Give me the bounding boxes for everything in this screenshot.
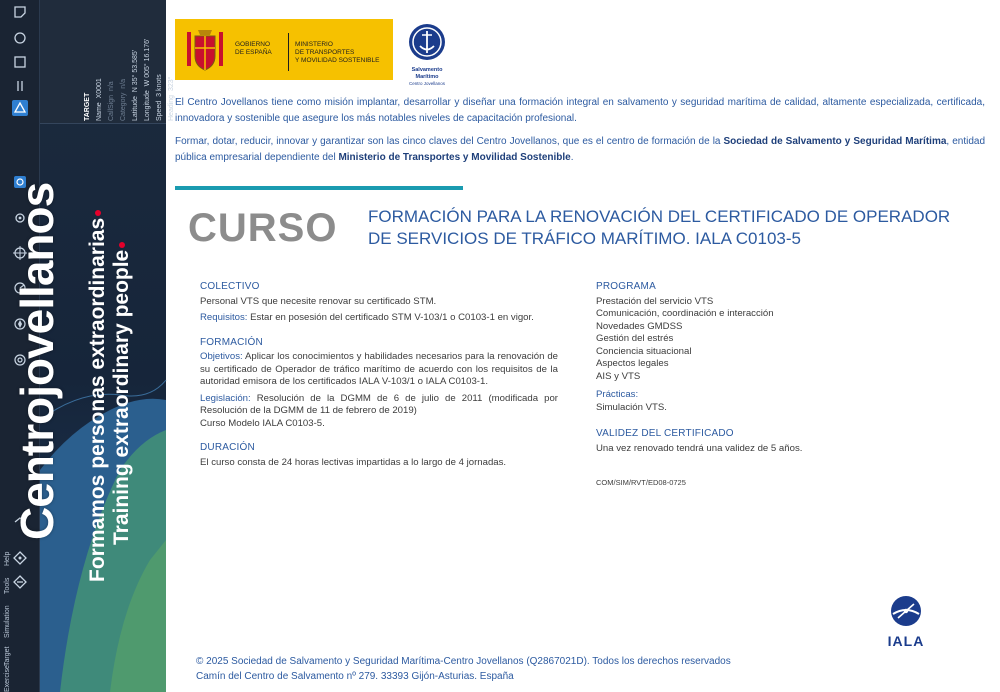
course-code: COM/SIM/RVT/ED08-0725	[596, 478, 686, 487]
salvamento-name: Salvamento Marítimo	[411, 67, 443, 80]
red-dot-icon	[95, 210, 101, 216]
info-row: Longitude W 005° 16.176'	[144, 38, 151, 121]
right-column	[596, 281, 856, 490]
list-item: Comunicación, coordinación e interacción	[596, 308, 774, 319]
brand-name: Centrojovellanos	[11, 182, 63, 540]
info-row: CallSign n/a	[108, 81, 115, 121]
ministry-name: Ministerio de Transportes y Movilidad Sostenible	[338, 152, 571, 163]
copyright-text: © 2025 Sociedad de Salvamento y Seguridad Marítima-Centro Jovellanos (Q2867021D). Todos los derechos reservados	[196, 656, 731, 667]
circle-tool-icon[interactable]	[12, 30, 28, 46]
menu-tabs	[0, 540, 22, 692]
salvamento-logo	[404, 22, 450, 86]
list-item: Gestión del estrés	[596, 333, 674, 344]
gov-text: GOBIERNO DE ESPAÑA	[235, 41, 272, 56]
side-banner	[0, 0, 175, 692]
colectivo-text: Personal VTS que necesite renovar su certificado STM.	[200, 295, 437, 307]
red-dot-icon	[119, 242, 125, 248]
info-row: Name X0001	[96, 78, 103, 121]
curso-label: CURSO	[188, 206, 338, 250]
tagline-en: Training extraordinary people	[110, 242, 134, 545]
list-item: Novedades GMDSS	[596, 320, 683, 332]
curso-modelo-text: Curso Modelo IALA C0103-5.	[200, 417, 325, 429]
legislacion-text: Legislación: Resolución de la DGMM de 6 de julio de 2011 (modificada por Resolución de la DGMM de 11 de febrero de 2019)	[200, 392, 558, 416]
footer	[196, 654, 731, 684]
target-info-panel	[40, 0, 175, 124]
duracion-heading: DURACIÓN	[200, 442, 255, 453]
duracion-text: El curso consta de 24 horas lectivas impartidas a lo largo de 4 jornadas.	[200, 456, 507, 468]
info-row: Category n/a	[120, 78, 127, 121]
programa-list	[596, 296, 856, 384]
iala-name: IALA	[887, 633, 925, 649]
left-column	[200, 281, 558, 481]
salvamento-emblem-icon	[407, 22, 447, 62]
menu-tab-tools[interactable]: Tools	[4, 577, 11, 594]
info-row: Speed 3 knots	[156, 74, 163, 121]
course-title: FORMACIÓN PARA LA RENOVACIÓN DEL CERTIFICADO DE OPERADOR DE SERVICIOS DE TRÁFICO MARÍTIMO. IALA C0103-5	[368, 207, 951, 248]
info-row: Latitude N 35° 53.585'	[132, 49, 139, 121]
salvamento-sub: Centro Jovellanos	[408, 81, 446, 86]
coat-of-arms-icon	[183, 26, 227, 74]
iala-emblem-icon	[889, 594, 923, 628]
intro-paragraph-1: El Centro Jovellanos tiene como misión implantar, desarrollar y diseñar una formación integral en salvamento y seguridad marítima de calidad, altamente especializada, certificada, innovadora y sostenible que asegure los más notables niveles de capacitación profesional.	[175, 97, 985, 124]
validez-heading: VALIDEZ DEL CERTIFICADO	[596, 428, 734, 439]
list-item: Conciencia situacional	[596, 345, 692, 357]
intro-paragraph-2: Formar, dotar, reducir, innovar y garantizar son las cinco claves del Centro Jovellanos, que es el centro de formación de la Sociedad de Salvamento y Seguridad Marítima, entidad pública empresarial dependiente del Ministerio de Transportes y Movilidad Sostenible.	[175, 136, 986, 163]
ministry-text: MINISTERIO DE TRANSPORTES Y MOVILIDAD SOSTENIBLE	[295, 41, 380, 64]
requisitos-text: Requisitos: Estar en posesión del certificado STM V-103/1 o C0103-1 en vigor.	[200, 312, 534, 323]
menu-tab-target[interactable]: Target	[4, 646, 11, 666]
objetivos-text: Objetivos: Aplicar los conocimientos y habilidades necesarios para la renovación de su certificado de Operador de tráfico marítimo de acuerdo con los requisitos de la autoridad emisora de los certificados IALA V-103/1 o IALA C0103-1.	[200, 351, 558, 387]
target-tool-icon[interactable]	[12, 100, 28, 116]
logo-separator	[288, 33, 289, 71]
sasemar-name: Sociedad de Salvamento y Seguridad Marítima	[723, 136, 947, 147]
practicas-text: Simulación VTS.	[596, 401, 667, 413]
menu-tool-icon[interactable]	[12, 78, 28, 94]
formacion-heading: FORMACIÓN	[200, 336, 263, 348]
info-row: Heading 323°	[168, 76, 175, 121]
info-header: TARGET	[84, 92, 91, 121]
list-item: Aspectos legales	[596, 358, 669, 369]
square-tool-icon[interactable]	[12, 54, 28, 70]
iala-logo	[878, 594, 934, 649]
colectivo-heading: COLECTIVO	[200, 281, 260, 292]
validez-text: Una vez renovado tendrá una validez de 5 años.	[596, 442, 803, 454]
programa-heading: PROGRAMA	[596, 281, 656, 292]
list-item: AIS y VTS	[596, 370, 641, 382]
tagline-es: Formamos personas extraordinarias	[86, 210, 110, 582]
address-text: Camín del Centro de Salvamento nº 279. 33393 Gijón-Asturias. España	[196, 671, 514, 682]
section-divider	[175, 186, 463, 190]
menu-tab-simulation[interactable]: Simulation	[4, 605, 11, 638]
menu-tab-exercise[interactable]: Exercise	[4, 665, 11, 692]
list-item: Prestación del servicio VTS	[596, 295, 714, 307]
select-tool-icon[interactable]	[12, 4, 28, 20]
gobierno-logo	[175, 19, 393, 80]
menu-tab-help[interactable]: Help	[4, 551, 11, 566]
practicas-label: Prácticas:	[596, 389, 639, 400]
